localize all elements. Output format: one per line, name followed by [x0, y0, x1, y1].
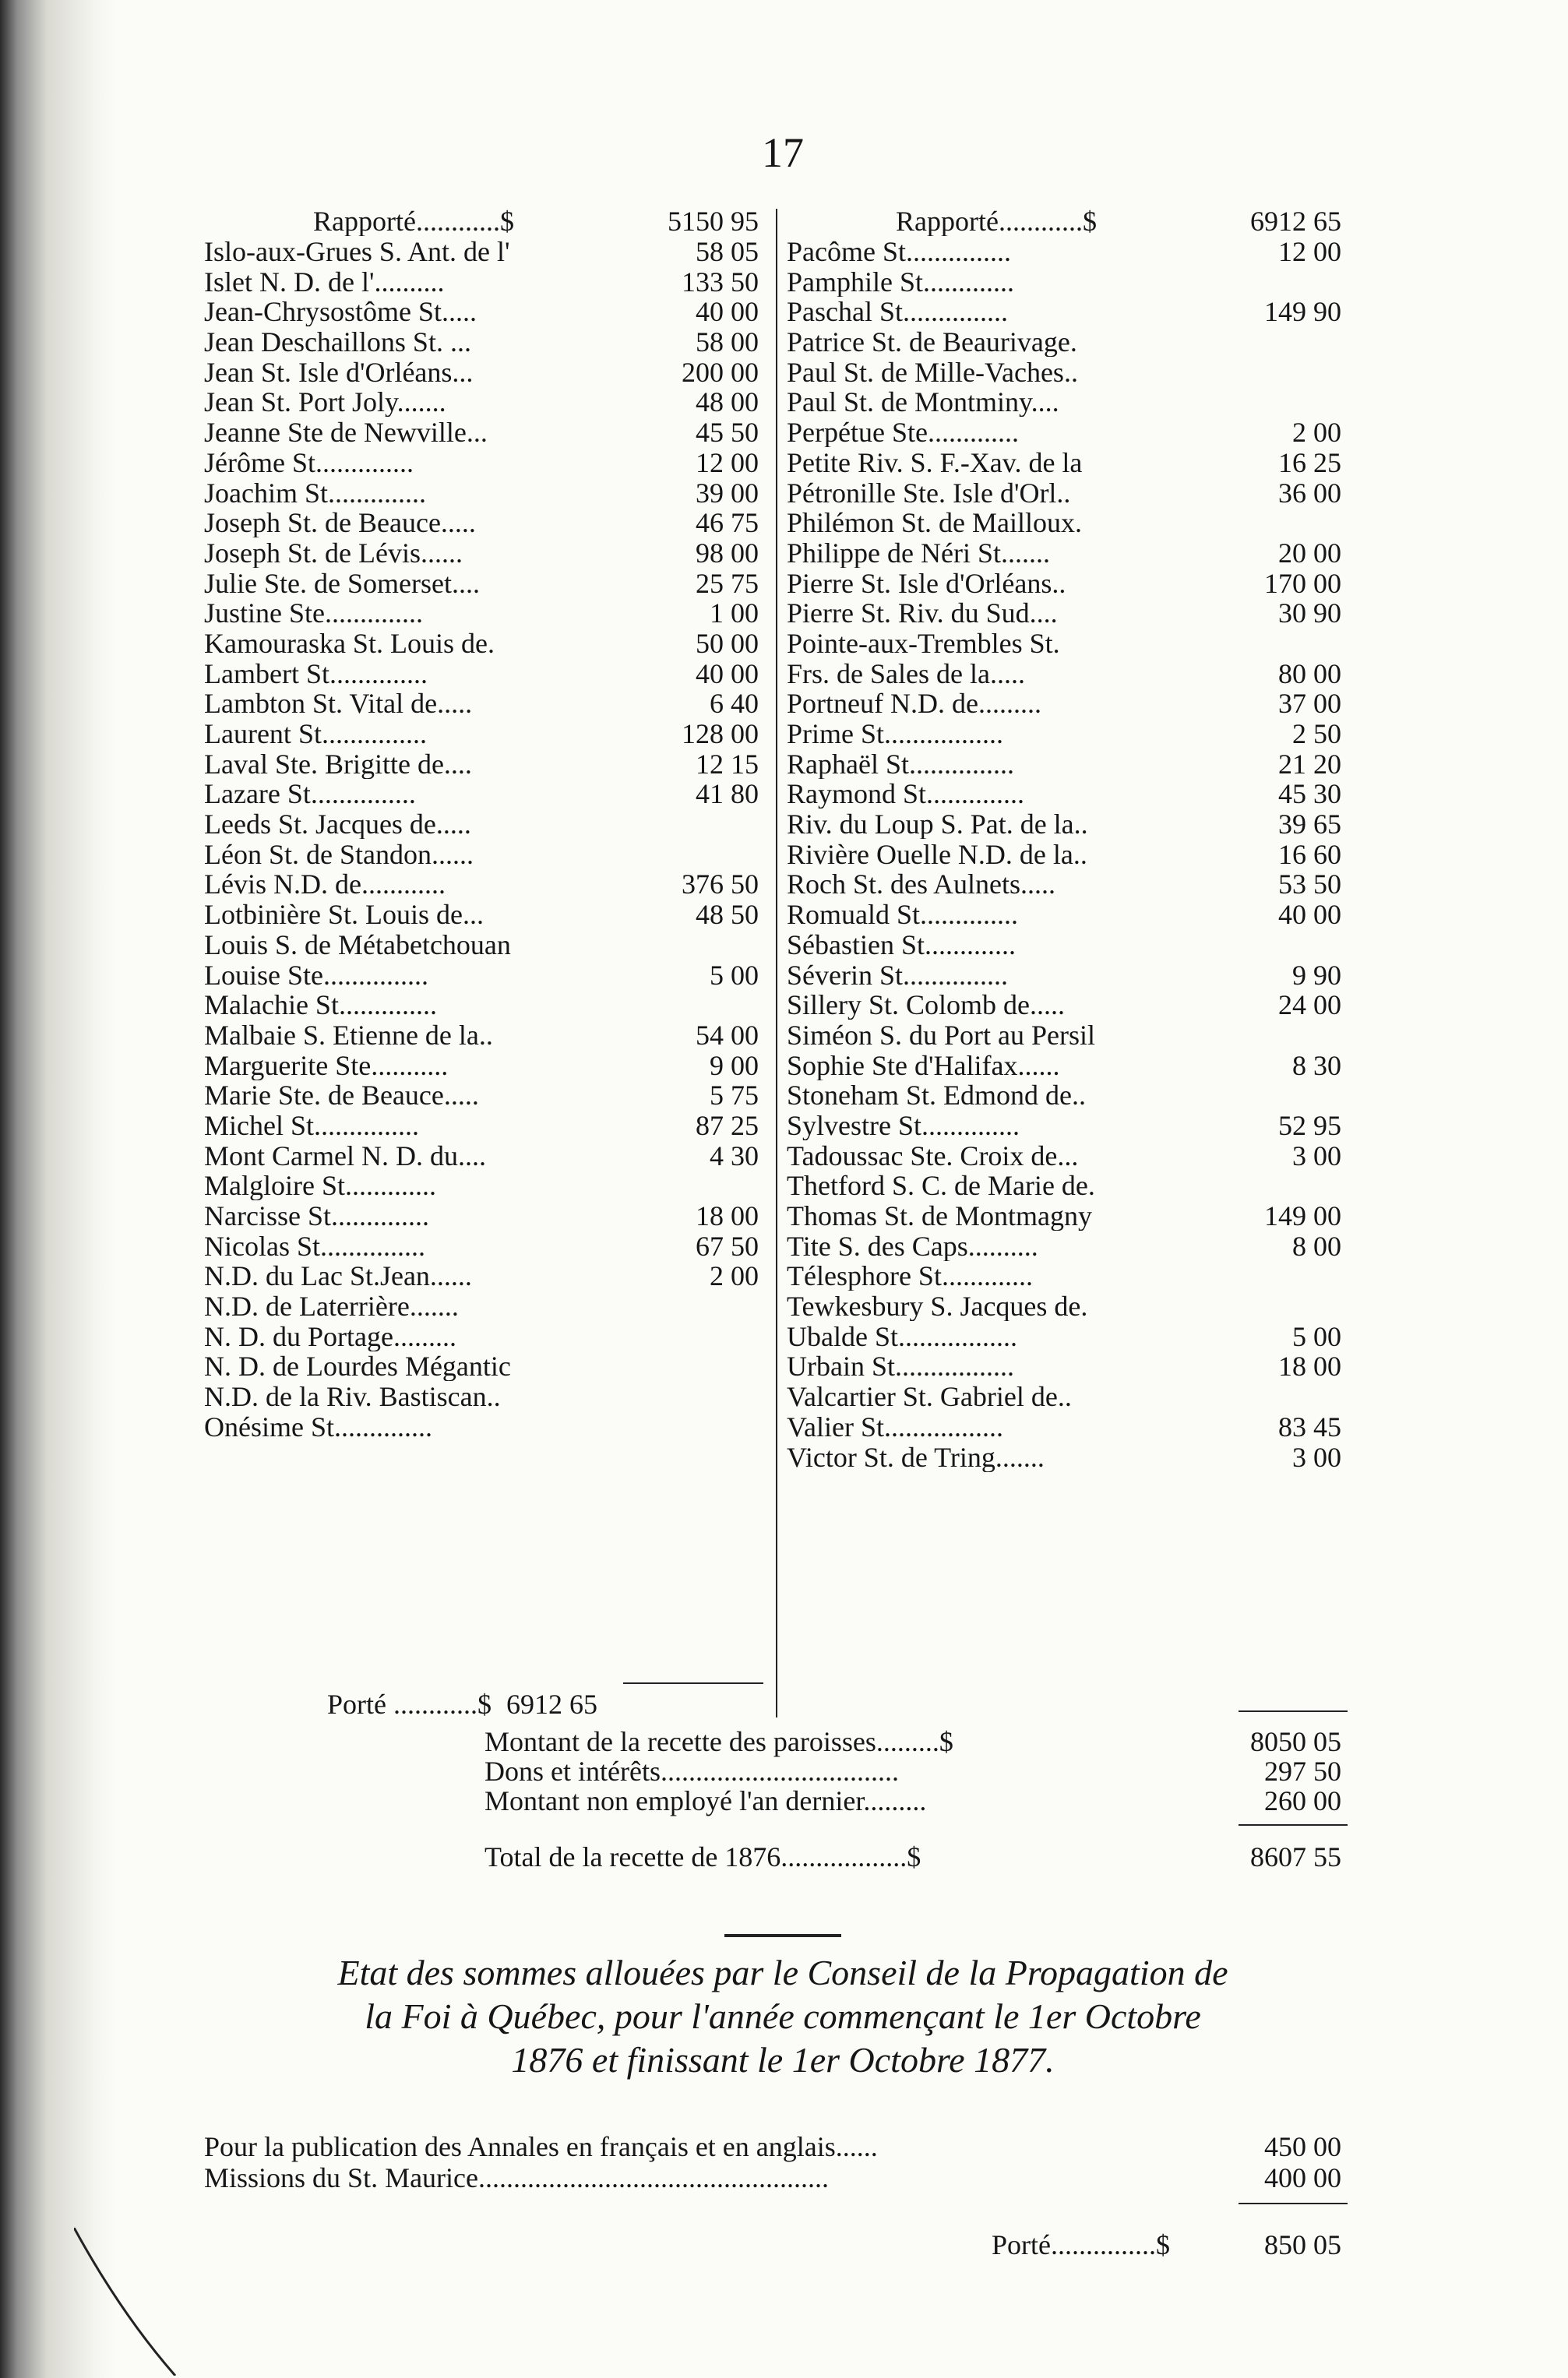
parish-name: Malgloire St............. [204, 1171, 436, 1201]
parish-name: Portneuf N.D. de......... [787, 689, 1041, 719]
parish-name: Frs. de Sales de la..... [787, 658, 1025, 689]
parish-row [204, 869, 765, 900]
parish-name: Lambert St.............. [204, 658, 428, 689]
left-porte-label: Porté ............$ [327, 1689, 492, 1720]
parish-name: Jérôme St.............. [204, 447, 414, 477]
parish-row [204, 1261, 765, 1291]
parish-amount: 9 90 [1292, 959, 1341, 991]
parish-amount: 18 00 [696, 1200, 759, 1232]
parish-row [204, 327, 765, 358]
summary-label: Montant de la recette des paroisses.........$ [484, 1726, 953, 1757]
parish-name: Petite Riv. S. F.-Xav. de la [787, 447, 1083, 477]
parish-name: Jean Deschaillons St. ... [204, 327, 471, 358]
parish-amount: 46 75 [696, 507, 759, 539]
parish-name: Sillery St. Colomb de..... [787, 990, 1066, 1020]
parish-row [787, 869, 1348, 900]
parish-amount: 149 90 [1264, 296, 1341, 328]
parish-name: Sylvestre St.............. [787, 1110, 1020, 1140]
parish-amount: 37 00 [1278, 688, 1341, 720]
allocation-label: Pour la publication des Annales en français et en anglais...... [204, 2131, 878, 2162]
parish-row [204, 538, 765, 569]
heading-line: 1876 et finissant le 1er Octobre 1877. [511, 2040, 1055, 2080]
right-porte-rule [1239, 1710, 1348, 1712]
section-divider [724, 1934, 841, 1937]
parish-row [204, 1291, 765, 1322]
parish-name: Thetford S. C. de Marie de. [787, 1171, 1095, 1201]
parish-name: Pierre St. Riv. du Sud.... [787, 598, 1058, 629]
parish-row [787, 327, 1348, 358]
parish-row [787, 1382, 1348, 1412]
final-porte-label: Porté...............$ [992, 2229, 1170, 2260]
parish-amount: 52 95 [1278, 1109, 1341, 1141]
parish-row [787, 658, 1348, 689]
parish-row [787, 568, 1348, 598]
parish-row [787, 1261, 1348, 1291]
parish-amount: 45 50 [696, 417, 759, 449]
parish-amount: 80 00 [1278, 657, 1341, 689]
parish-name: Sébastien St............. [787, 929, 1016, 960]
parish-name: Jean-Chrysostôme St..... [204, 297, 477, 327]
parish-row [204, 1321, 765, 1351]
allocation-heading [195, 1951, 1371, 2082]
parish-row [204, 297, 765, 327]
parish-row [787, 1291, 1348, 1322]
parish-name: Tadoussac Ste. Croix de... [787, 1140, 1079, 1171]
parish-amount: 54 00 [696, 1019, 759, 1051]
parish-row [787, 960, 1348, 990]
parish-amount: 149 00 [1264, 1200, 1341, 1232]
parish-name: Paul St. de Montminy.... [787, 387, 1059, 417]
parish-name: Sophie Ste d'Halifax...... [787, 1050, 1060, 1080]
parish-name: Ubalde St................. [787, 1321, 1017, 1351]
parish-row [204, 960, 765, 990]
parish-amount: 6912 65 [1250, 206, 1341, 238]
parish-name: Louis S. de Métabetchouan [204, 929, 511, 960]
parish-name: Lotbinière St. Louis de... [204, 900, 484, 930]
parish-row [204, 1111, 765, 1141]
parish-row [787, 629, 1348, 659]
allocation-amount: 400 00 [1264, 2162, 1341, 2193]
parish-name: Rapporté............$ [896, 206, 1097, 237]
page-binding-edge [0, 0, 117, 2378]
parish-amount: 87 25 [696, 1109, 759, 1141]
parish-name: Pamphile St............. [787, 266, 1015, 297]
summary-amount: 260 00 [1264, 1785, 1341, 1816]
carried-forward-row [787, 206, 1348, 237]
parish-name: Malbaie S. Etienne de la.. [204, 1020, 493, 1050]
parish-row [787, 900, 1348, 930]
parish-row [787, 417, 1348, 448]
parish-amount: 53 50 [1278, 868, 1341, 900]
parish-name: Marie Ste. de Beauce..... [204, 1080, 479, 1111]
parish-amount: 83 45 [1278, 1411, 1341, 1443]
parish-row [787, 689, 1348, 719]
parish-row [787, 1140, 1348, 1171]
parish-amount: 5 75 [710, 1080, 759, 1111]
parish-amount: 48 50 [696, 899, 759, 931]
parish-row [787, 1171, 1348, 1201]
parish-amount: 98 00 [696, 537, 759, 569]
parish-row [204, 658, 765, 689]
summary-row [484, 1784, 1348, 1817]
parish-amount: 40 00 [696, 657, 759, 689]
summary-label: Montant non employé l'an dernier......... [484, 1785, 927, 1816]
parish-amount: 36 00 [1278, 477, 1341, 509]
parish-name: Léon St. de Standon...... [204, 839, 474, 869]
parish-row [787, 387, 1348, 417]
parish-name: Romuald St.............. [787, 900, 1019, 930]
parish-amount: 5 00 [1292, 1320, 1341, 1352]
parish-amount: 39 00 [696, 477, 759, 509]
parish-amount: 58 00 [696, 326, 759, 358]
parish-row [204, 1080, 765, 1111]
allocation-row [204, 2130, 1348, 2163]
parish-name: Jean St. Port Joly....... [204, 387, 446, 417]
parish-row [204, 1020, 765, 1051]
parish-name: Thomas St. de Montmagny [787, 1201, 1092, 1231]
total-rule [1239, 1824, 1348, 1826]
parish-amount: 2 00 [1292, 417, 1341, 449]
parish-name: Nicolas St............... [204, 1231, 425, 1261]
parish-row [787, 1442, 1348, 1472]
parish-row [204, 598, 765, 629]
summary-label: Dons et intérêts.................................. [484, 1756, 899, 1787]
parish-row [204, 900, 765, 930]
parish-name: Onésime St.............. [204, 1411, 432, 1442]
parish-amount: 200 00 [682, 356, 759, 388]
parish-amount: 30 90 [1278, 597, 1341, 629]
right-column [787, 206, 1348, 1472]
parish-row [787, 1321, 1348, 1351]
column-divider [776, 209, 777, 1717]
parish-name: Valcartier St. Gabriel de.. [787, 1382, 1072, 1412]
parish-row [204, 477, 765, 508]
parish-amount: 16 25 [1278, 446, 1341, 478]
final-rule [1239, 2203, 1348, 2204]
parish-amount: 376 50 [682, 868, 759, 900]
parish-row [787, 1351, 1348, 1382]
parish-name: N.D. de Laterrière....... [204, 1291, 459, 1322]
parish-row [787, 297, 1348, 327]
parish-amount: 39 65 [1278, 809, 1341, 840]
parish-row [204, 930, 765, 960]
parish-name: Tite S. des Caps.......... [787, 1231, 1038, 1261]
parish-amount: 20 00 [1278, 537, 1341, 569]
allocation-amount: 450 00 [1264, 2131, 1341, 2162]
parish-row [204, 1201, 765, 1231]
parish-amount: 12 00 [696, 446, 759, 478]
parish-row [204, 237, 765, 267]
parish-name: Mont Carmel N. D. du.... [204, 1140, 486, 1171]
parish-name: Philippe de Néri St....... [787, 537, 1050, 568]
parish-row [787, 839, 1348, 869]
parish-name: Pierre St. Isle d'Orléans.. [787, 568, 1066, 598]
parish-name: Laurent St............... [204, 719, 427, 749]
allocation-row [204, 2161, 1348, 2194]
parish-name: Rivière Ouelle N.D. de la.. [787, 839, 1087, 869]
binding-curve [74, 2228, 183, 2376]
parish-row [204, 568, 765, 598]
left-porte-line [327, 1688, 763, 1721]
parish-row [787, 1050, 1348, 1080]
parish-name: Rapporté............$ [313, 206, 514, 237]
parish-row [204, 448, 765, 478]
parish-row [204, 689, 765, 719]
parish-name: Victor St. de Tring....... [787, 1442, 1045, 1472]
parish-row [787, 1201, 1348, 1231]
left-porte-rule [623, 1682, 763, 1684]
parish-row [787, 1111, 1348, 1141]
parish-name: Urbain St................. [787, 1351, 1014, 1382]
parish-row [204, 417, 765, 448]
parish-row [204, 809, 765, 840]
parish-row [787, 779, 1348, 809]
parish-row [787, 477, 1348, 508]
parish-amount: 21 20 [1278, 748, 1341, 780]
parish-name: Narcisse St.............. [204, 1201, 429, 1231]
parish-name: Jean St. Isle d'Orléans... [204, 357, 474, 387]
parish-amount: 2 00 [710, 1260, 759, 1292]
parish-name: N.D. de la Riv. Bastiscan.. [204, 1382, 501, 1412]
parish-name: Kamouraska St. Louis de. [204, 628, 495, 658]
parish-name: Joseph St. de Beauce..... [204, 508, 476, 538]
parish-row [787, 448, 1348, 478]
parish-name: Justine Ste.............. [204, 598, 424, 629]
parish-row [204, 266, 765, 297]
parish-row [787, 1080, 1348, 1111]
parish-amount: 133 50 [682, 266, 759, 298]
parish-amount: 5 00 [710, 959, 759, 991]
parish-amount: 25 75 [696, 567, 759, 599]
parish-row [787, 266, 1348, 297]
parish-name: Séverin St............... [787, 960, 1008, 990]
parish-name: Tewkesbury S. Jacques de. [787, 1291, 1088, 1322]
total-row [484, 1841, 1348, 1873]
parish-amount: 3 00 [1292, 1441, 1341, 1473]
parish-row [787, 930, 1348, 960]
parish-name: N.D. du Lac St.Jean...... [204, 1261, 472, 1291]
parish-row [204, 990, 765, 1020]
parish-name: Pacôme St............... [787, 237, 1011, 267]
parish-name: Raymond St.............. [787, 779, 1025, 809]
summary-row [484, 1725, 1348, 1758]
parish-name: Valier St................. [787, 1411, 1003, 1442]
parish-name: Lambton St. Vital de..... [204, 689, 473, 719]
parish-row [204, 629, 765, 659]
parish-amount: 3 00 [1292, 1140, 1341, 1171]
parish-amount: 6 40 [710, 688, 759, 720]
parish-name: Pointe-aux-Trembles St. [787, 628, 1060, 658]
parish-amount: 2 50 [1292, 718, 1341, 750]
parish-row [204, 387, 765, 417]
parish-amount: 40 00 [1278, 899, 1341, 931]
parish-name: Pétronille Ste. Isle d'Orl.. [787, 477, 1071, 508]
left-porte-amount: 6912 65 [506, 1689, 597, 1720]
parish-amount: 170 00 [1264, 567, 1341, 599]
parish-name: Raphaël St............... [787, 749, 1014, 779]
summary-row [484, 1755, 1348, 1788]
parish-row [204, 1231, 765, 1261]
left-column [204, 206, 765, 1442]
final-porte-line [927, 2228, 1348, 2261]
parish-amount: 41 80 [696, 778, 759, 810]
parish-name: Roch St. des Aulnets..... [787, 869, 1056, 900]
parish-name: N. D. de Lourdes Mégantic [204, 1351, 511, 1382]
parish-row [204, 839, 765, 869]
parish-row [787, 990, 1348, 1020]
parish-name: Riv. du Loup S. Pat. de la.. [787, 809, 1088, 840]
parish-name: Louise Ste............... [204, 960, 428, 990]
parish-name: Paul St. de Mille-Vaches.. [787, 357, 1078, 387]
summary-amount: 297 50 [1264, 1756, 1341, 1787]
parish-name: Joachim St.............. [204, 477, 426, 508]
parish-row [204, 719, 765, 749]
parish-row [787, 809, 1348, 840]
parish-amount: 24 00 [1278, 989, 1341, 1021]
parish-amount: 12 15 [696, 748, 759, 780]
parish-row [204, 1412, 765, 1443]
parish-amount: 8 00 [1292, 1230, 1341, 1262]
parish-amount: 128 00 [682, 718, 759, 750]
total-label: Total de la recette de 1876..................$ [484, 1841, 921, 1872]
parish-row [787, 508, 1348, 538]
parish-row [204, 508, 765, 538]
allocation-label: Missions du St. Maurice.................................................. [204, 2162, 830, 2193]
parish-name: Paschal St............... [787, 297, 1008, 327]
summary-amount: 8050 05 [1250, 1726, 1341, 1757]
parish-name: Malachie St.............. [204, 990, 437, 1020]
parish-row [787, 237, 1348, 267]
parish-amount: 4 30 [710, 1140, 759, 1171]
parish-name: Lazare St............... [204, 779, 416, 809]
parish-amount: 12 00 [1278, 236, 1341, 268]
parish-name: Prime St................. [787, 719, 1004, 749]
parish-amount: 18 00 [1278, 1351, 1341, 1383]
parish-name: Marguerite Ste........... [204, 1050, 449, 1080]
parish-row [204, 1171, 765, 1201]
parish-name: Michel St............... [204, 1110, 419, 1140]
parish-row [204, 1050, 765, 1080]
parish-name: Patrice St. de Beaurivage. [787, 327, 1077, 358]
parish-row [787, 749, 1348, 779]
parish-name: Laval Ste. Brigitte de.... [204, 749, 472, 779]
parish-amount: 45 30 [1278, 778, 1341, 810]
parish-name: N. D. du Portage......... [204, 1321, 456, 1351]
parish-row [204, 357, 765, 387]
parish-name: Joseph St. de Lévis...... [204, 537, 463, 568]
parish-row [204, 1382, 765, 1412]
parish-amount: 16 60 [1278, 838, 1341, 870]
parish-row [787, 1020, 1348, 1051]
parish-amount: 48 00 [696, 386, 759, 418]
parish-name: Julie Ste. de Somerset.... [204, 568, 480, 598]
parish-row [787, 598, 1348, 629]
parish-row [787, 1412, 1348, 1443]
parish-row [204, 1351, 765, 1382]
parish-name: Islet N. D. de l'.......... [204, 266, 445, 297]
parish-name: Télesphore St............. [787, 1261, 1033, 1291]
total-amount: 8607 55 [1250, 1841, 1341, 1872]
parish-name: Philémon St. de Mailloux. [787, 508, 1083, 538]
parish-row [787, 719, 1348, 749]
parish-amount: 40 00 [696, 296, 759, 328]
parish-name: Leeds St. Jacques de..... [204, 809, 471, 840]
parish-name: Jeanne Ste de Newville... [204, 417, 488, 448]
parish-amount: 67 50 [696, 1230, 759, 1262]
parish-amount: 5150 95 [668, 206, 759, 238]
parish-name: Perpétue Ste............. [787, 417, 1019, 448]
parish-amount: 50 00 [696, 627, 759, 659]
heading-line: la Foi à Québec, pour l'année commençant le 1er Octobre [365, 1996, 1201, 2036]
parish-row [204, 749, 765, 779]
parish-name: Islo-aux-Grues S. Ant. de l' [204, 237, 510, 267]
parish-amount: 1 00 [710, 597, 759, 629]
parish-amount: 58 05 [696, 236, 759, 268]
parish-row [787, 1231, 1348, 1261]
parish-row [787, 538, 1348, 569]
parish-name: Lévis N.D. de............ [204, 869, 446, 900]
parish-row [204, 1140, 765, 1171]
final-porte-amount: 850 05 [1264, 2229, 1341, 2260]
parish-row [787, 357, 1348, 387]
parish-amount: 8 30 [1292, 1049, 1341, 1081]
parish-row [204, 779, 765, 809]
parish-name: Siméon S. du Port au Persil [787, 1020, 1096, 1050]
parish-amount: 9 00 [710, 1049, 759, 1081]
heading-line: Etat des sommes allouées par le Conseil de la Propagation de [337, 1953, 1228, 1992]
carried-forward-row [204, 206, 765, 237]
parish-name: Stoneham St. Edmond de.. [787, 1080, 1086, 1111]
page-number: 17 [762, 129, 804, 176]
